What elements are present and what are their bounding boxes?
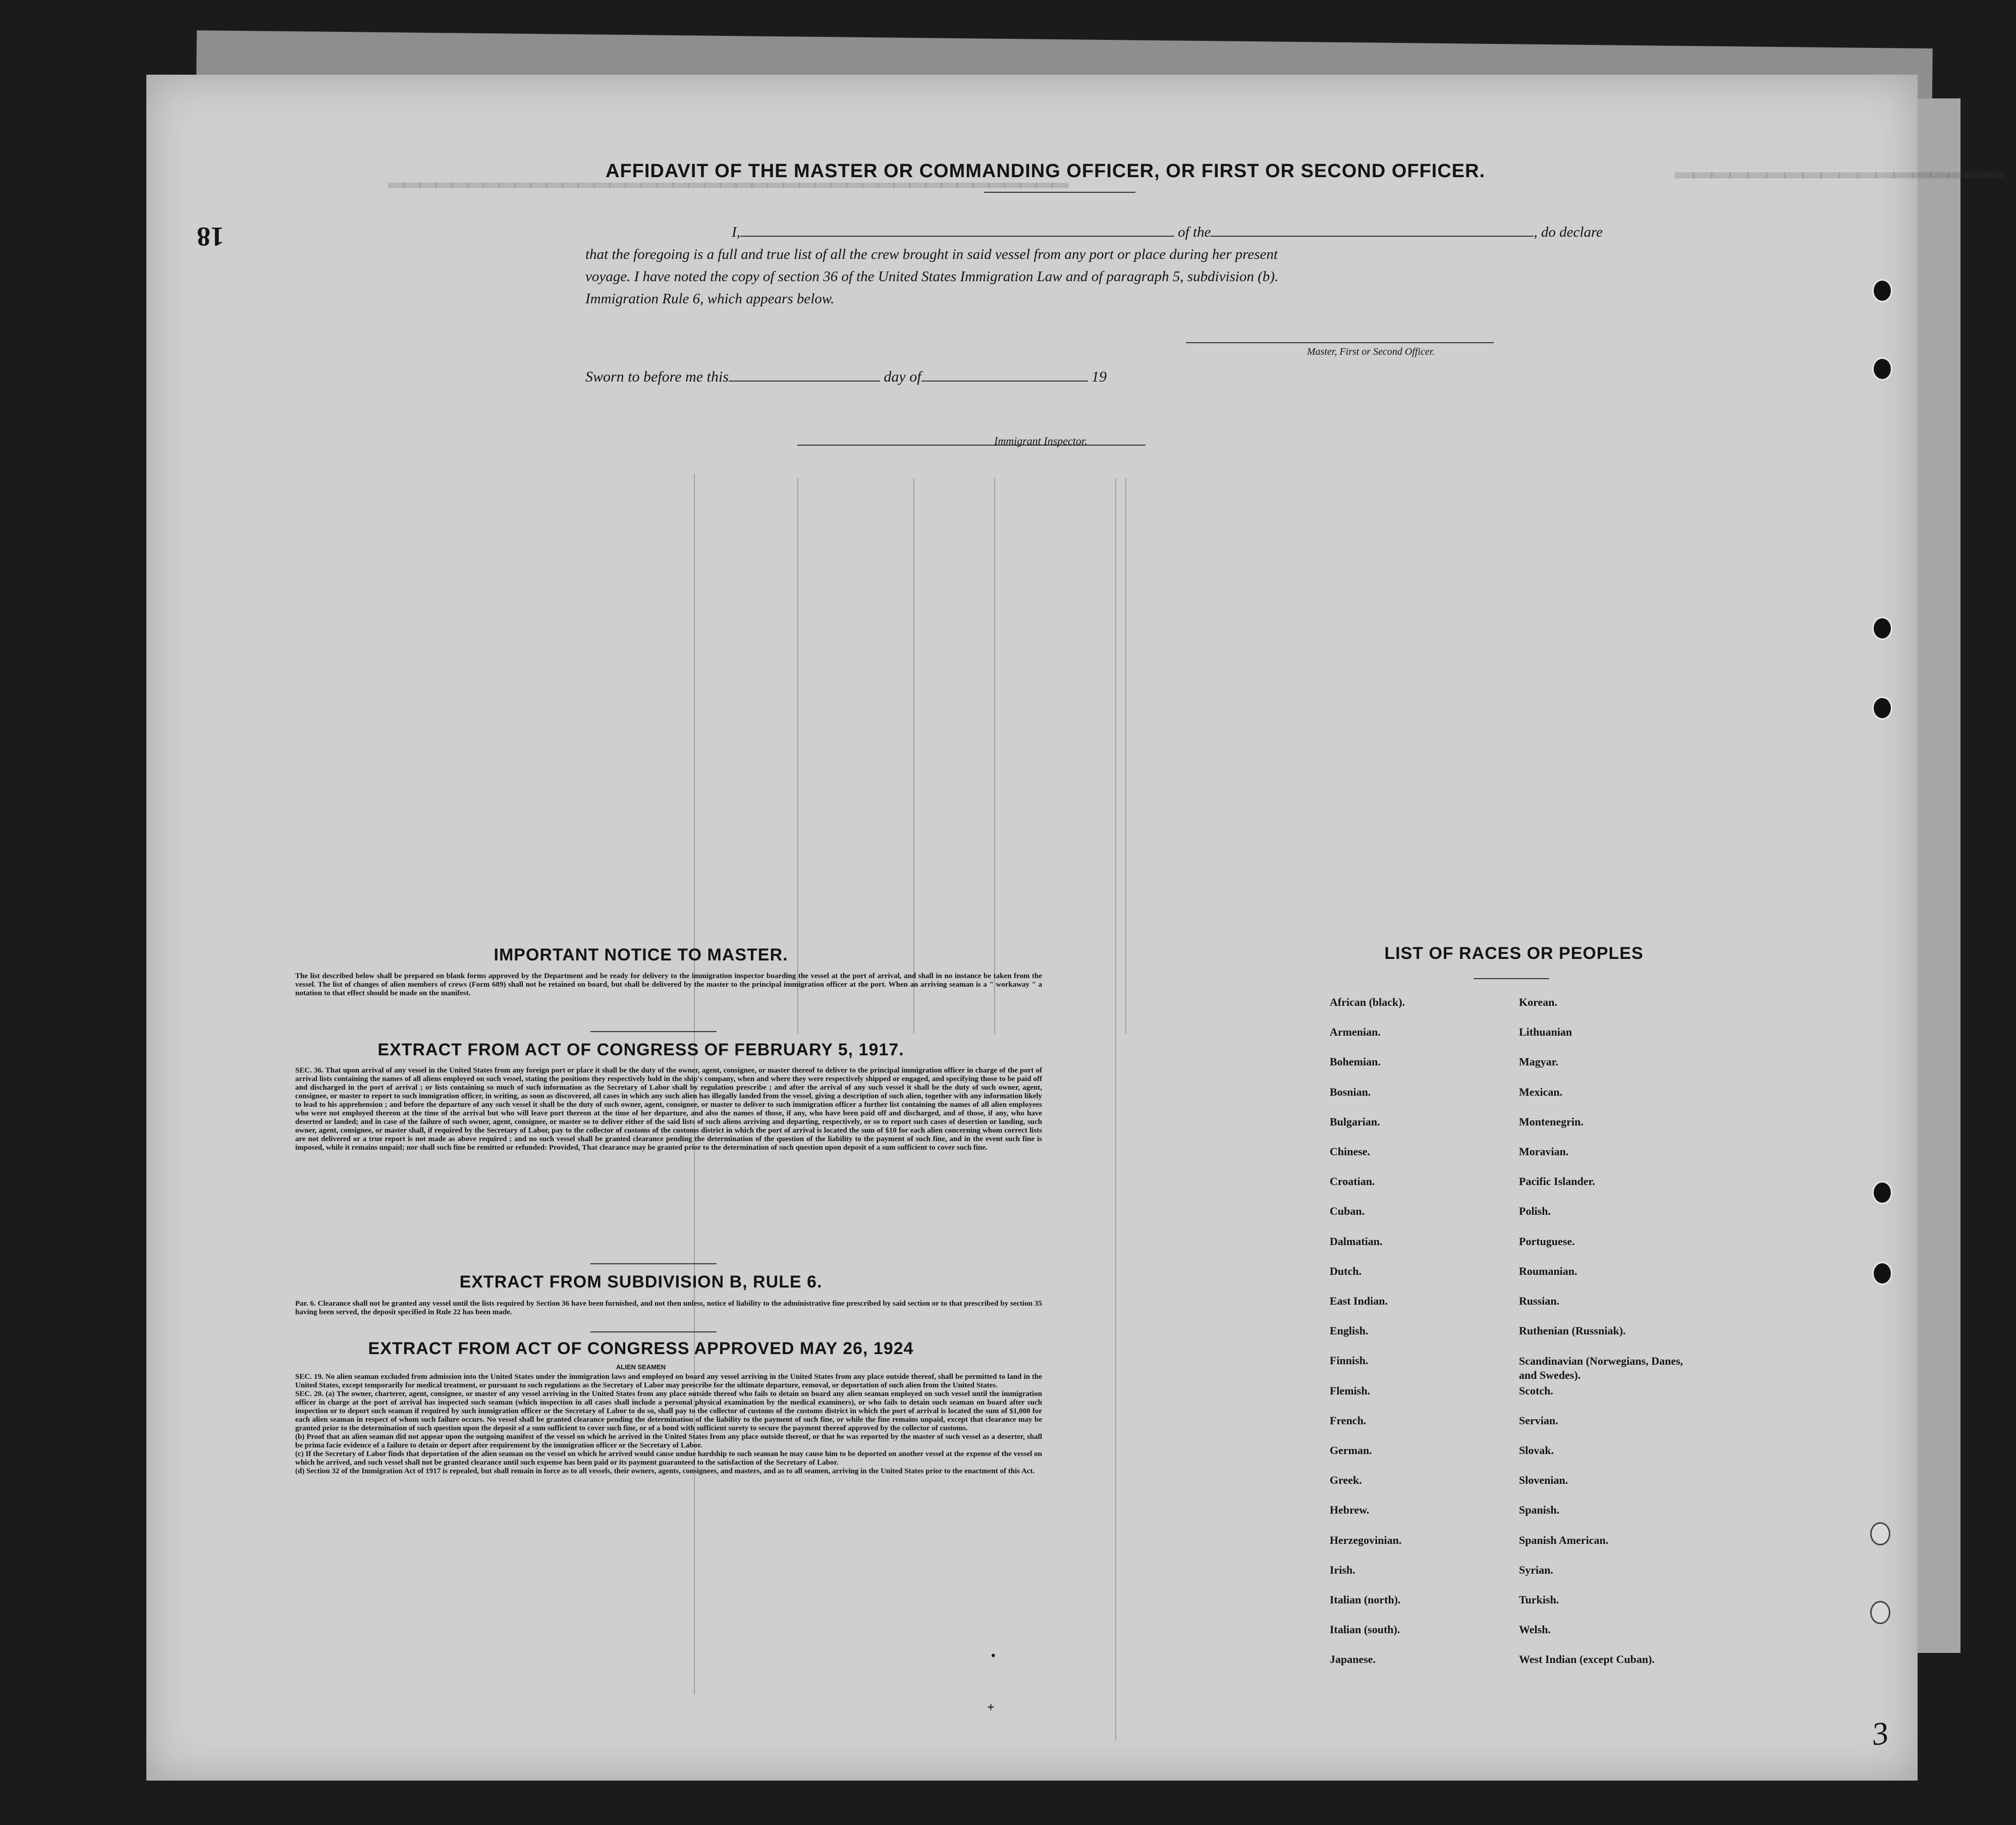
race-item: Bohemian. [1330, 1055, 1381, 1068]
race-item: Magyar. [1519, 1055, 1559, 1068]
extract-rule6-title: EXTRACT FROM SUBDIVISION B, RULE 6. [459, 1272, 823, 1292]
races-divider [1474, 978, 1549, 979]
bleed-through-line [994, 478, 995, 1034]
extract-1924-sec20a: SEC. 20. (a) The owner, charterer, agent, consignee, or master of any vessel arriving in the United States from any place outside thereof who fails to detain on board any alien seaman employed on such vessel until the immigration officer in charge at the port of arrival has inspected such seaman (which inspection in all cases shall include a personal physical examination by the medical examiners), or who fails to detain such seaman on board after such inspection or to deport such seaman if required by such immigration officer or the Secretary of Labor to do so, shall pay to the collector of customs of the customs district in which the port of arrival is located the sum of $1,000 for each alien seaman in respect of whom such failure occurs. No vessel shall be granted clearance pending the determination of the liability to the payment of such fine, or while the fine remains unpaid, except that clearance may be granted prior to the determination of such question upon the deposit of a sum sufficient to cover such fine, or of a bond with sufficient surety to secure the payment thereof approved by the collector of customs. [295, 1390, 1042, 1432]
extract-1924-subtitle: ALIEN SEAMEN [616, 1363, 666, 1371]
race-item: Scandinavian (Norwegians, Danes, and Swedes). [1519, 1355, 1683, 1382]
race-item: Slovenian. [1519, 1474, 1568, 1487]
race-item: Mexican. [1519, 1085, 1563, 1098]
race-item: Dalmatian. [1330, 1234, 1383, 1248]
race-item: Russian. [1519, 1295, 1560, 1307]
race-item: Irish. [1330, 1563, 1355, 1576]
page-number: 3 [1870, 1714, 1891, 1752]
punch-hole [1872, 279, 1892, 302]
punch-hole [1872, 617, 1892, 640]
race-item: Montenegrin. [1519, 1115, 1584, 1128]
extract-1917-title: EXTRACT FROM ACT OF CONGRESS OF FEBRUARY 5, 1917. [377, 1040, 904, 1059]
notice-text: The list described below shall be prepared on blank forms approved by the Department and be ready for delivery to the immigration inspector boarding the vessel at the port of arrival, and shall in no instance be taken from the vessel. The list of changes of alien members of crews (Form 689) shall not be retained on board, but shall be delivered by the master to the principal immigration officer at the port. When an arriving seaman is a " workaway " a notation to that effect should be made on the manifest. [295, 972, 1042, 997]
bleed-through-line [1115, 478, 1116, 1740]
center-mark: • [991, 1649, 996, 1662]
punch-hole [1872, 357, 1892, 381]
bleed-through-mark: ━━━━━━━━━━━━━━━━━━━━━━━━━━━━━━━━━━━━━━━━━━━ [389, 171, 1068, 200]
race-item: Welsh. [1519, 1623, 1551, 1636]
race-item: Italian (south). [1330, 1623, 1400, 1636]
extract-1924-sec20d: (d) Section 32 of the Immigration Act of 1917 is repealed, but shall remain in force as to all vessels, their owners, agents, consignees, and masters, and as to all seamen, arriving in the United States prior to the enactment of this Act. [295, 1467, 1035, 1475]
extract-1924-body [295, 1373, 1042, 1476]
extract-1917-text: SEC. 36. That upon arrival of any vessel in the United States from any foreign port or place it shall be the duty of the owner, agent, consignee, or master thereof to deliver to the principal immigration officer in charge of the port of arrival lists containing the names of all aliens employed on such vessel, stating the positions they respectively hold in the ship's company, when and where they were respectively shipped or engaged, and specifying those to be paid off and discharged in the port of arrival ; or lists containing so much of such information as the Secretary of Labor shall by regulation prescribe ; and after the arrival of any such vessel it shall be the duty of such owner, agent, consignee, or master to report to such immigration officer, in writing, as soon as discovered, all cases in which any such alien has illegally landed from the vessel, giving a description of such alien, together with any information likely to lead to his apprehension ; and before the departure of any such vessel it shall be the duty of such owner, agent, consignee, or master to deliver to such immigration officer a further list containing the names of all alien employees who were not employed thereon at the time of the arrival but who will leave port thereon at the time of her departure, and also the names of those, if any, who have been paid off and discharged, and of those, if any, who have deserted or landed; and in case of the failure of such owner, agent, consignee, or master so to deliver either of the said lists of such aliens arriving and departing, respectively, or so to report such cases of desertion or landing, such owner, agent, consignee, or master shall, if required by the Secretary of Labor, pay to the collector of customs of the customs district in which the port of arrival is located the sum of $10 for each alien concerning whom correct lists are not delivered or a true report is not made as above required ; and no such vessel shall be granted clearance pending the determination of the question of the liability to the payment of such fine, and in the event such fine is imposed, while it remains unpaid; nor shall such fine be remitted or refunded: Provided, That clearance may be granted prior to the determination of such question upon deposit of a sum sufficient to cover such fine. [295, 1066, 1042, 1152]
race-item: Polish. [1519, 1205, 1551, 1218]
month-blank [921, 381, 1088, 382]
center-mark: + [987, 1700, 995, 1714]
day-blank [729, 381, 880, 382]
race-item: Dutch. [1330, 1264, 1361, 1277]
sworn-text: Sworn to before me this [585, 368, 729, 385]
race-item: Slovak. [1519, 1444, 1554, 1457]
extract-1924-sec19: SEC. 19. No alien seaman excluded from admission into the United States under the immigration laws and employed on board any vessel arriving in the United States from any place outside thereof, shall be permitted to land in the United States, except temporarily for medical treatment, or pursuant to such regulations as the Secretary of Labor may prescribe for the ultimate departure, removal, or deportation of such alien from the United States. [295, 1373, 1042, 1389]
race-item: Moravian. [1519, 1145, 1569, 1158]
race-item: Armenian. [1330, 1026, 1381, 1039]
race-item: German. [1330, 1444, 1372, 1457]
race-item: West Indian (except Cuban). [1519, 1653, 1655, 1666]
race-item: English. [1330, 1324, 1369, 1337]
affidavit-body: I, of the , do declare that the foregoing is a full and true list of all the crew brought in said vessel from any port or place during her present voyage. I have noted the copy of section 36 of the United States Immigration Law and of paragraph 5, subdivision (b). Immigration Rule 6, which appears below. [585, 221, 1685, 310]
extract-1924-sec20c: (c) If the Secretary of Labor finds that deportation of the alien seaman on the vessel on which he arrived would cause undue hardship to such seaman he may cause him to be deported on another vessel at the expense of the vessel on which he arrived, and such vessel shall not be granted clearance until such expense has been paid or its payment guaranteed to the satisfaction of the Secretary of Labor. [295, 1450, 1042, 1467]
punch-hole [1872, 1262, 1892, 1285]
section-divider [590, 1031, 717, 1032]
race-item: Herzegovinian. [1330, 1533, 1402, 1546]
title-underline [984, 192, 1135, 193]
race-item: Korean. [1519, 996, 1557, 1008]
vessel-blank [1211, 236, 1534, 237]
race-item: Spanish. [1519, 1504, 1560, 1517]
race-item: Pacific Islander. [1519, 1175, 1595, 1188]
punch-hole [1870, 1601, 1890, 1624]
affidavit-title: AFFIDAVIT OF THE MASTER OR COMMANDING OFFICER, OR FIRST OR SECOND OFFICER. [606, 160, 1486, 182]
race-item: Cuban. [1330, 1205, 1365, 1218]
race-item: Japanese. [1330, 1653, 1376, 1666]
race-item: Bosnian. [1330, 1085, 1371, 1098]
year-text: 19 [1092, 368, 1107, 385]
inspector-caption: Immigrant Inspector. [994, 435, 1087, 447]
affidavit-line-4: Immigration Rule 6, which appears below. [585, 291, 835, 307]
race-item: Flemish. [1330, 1384, 1371, 1397]
margin-handwritten-mark: 18 [197, 222, 224, 252]
race-item: Greek. [1330, 1474, 1362, 1487]
race-item: French. [1330, 1414, 1367, 1427]
day-of-text: day of [884, 368, 921, 385]
affidavit-i: I, [732, 224, 740, 240]
form-page [146, 75, 2004, 1781]
race-item: Chinese. [1330, 1145, 1371, 1158]
race-item: Ruthenian (Russniak). [1519, 1324, 1626, 1337]
race-item: Croatian. [1330, 1175, 1375, 1188]
punch-hole [1872, 1181, 1892, 1204]
race-item: Roumanian. [1519, 1264, 1577, 1277]
punch-hole [1872, 696, 1892, 720]
race-item: Hebrew. [1330, 1504, 1370, 1517]
race-item: Italian (north). [1330, 1593, 1401, 1606]
race-item: Syrian. [1519, 1563, 1553, 1576]
bleed-through-line [1125, 478, 1126, 1034]
race-item: African (black). [1330, 996, 1405, 1008]
race-item: East Indian. [1330, 1295, 1388, 1307]
race-item: Servian. [1519, 1414, 1558, 1427]
punch-hole [1870, 1522, 1890, 1545]
races-title: LIST OF RACES OR PEOPLES [1384, 944, 1644, 963]
affidavit-of-the: of the [1178, 224, 1211, 240]
race-item: Scotch. [1519, 1384, 1553, 1397]
affidavit-line-2: that the foregoing is a full and true list of all the crew brought in said vessel from any port or place during her present [585, 246, 1278, 262]
race-item: Lithuanian [1519, 1026, 1572, 1039]
race-item: Finnish. [1330, 1354, 1369, 1367]
section-divider [590, 1331, 717, 1332]
race-item: Spanish American. [1519, 1533, 1609, 1546]
sworn-line [585, 368, 1107, 386]
affidavit-line-3: voyage. I have noted the copy of section 36 of the United States Immigration Law and of paragraph 5, subdivision (b). [585, 269, 1279, 285]
race-item: Turkish. [1519, 1593, 1559, 1606]
signature-caption: Master, First or Second Officer. [1307, 346, 1435, 357]
race-item: Bulgarian. [1330, 1115, 1380, 1128]
extract-rule6-text: Par. 6. Clearance shall not be granted any vessel until the lists required by Section 36 have been furnished, and not then unless, notice of liability to the administrative fine prescribed by said section or to that prescribed by section 35 having been served, the deposit specified in Rule 22 has been made. [295, 1300, 1042, 1316]
extract-1924-title: EXTRACT FROM ACT OF CONGRESS APPROVED MAY 26, 1924 [368, 1339, 914, 1358]
extract-1924-sec20b: (b) Proof that an alien seaman did not appear upon the outgoing manifest of the vessel on which he arrived in the United States from any place outside thereof, or that he was reported by the master of such vessel as a deserter, shall be prima facie evidence of a failure to detain or deport after requirement by the immigration officer or the Secretary of Labor. [295, 1433, 1042, 1450]
name-blank [740, 236, 1174, 237]
inspector-line [797, 445, 1146, 446]
section-divider [590, 1263, 717, 1264]
bleed-through-mark: ━━━━━━━━━━━━━━━━━━ [1675, 158, 2004, 192]
notice-title: IMPORTANT NOTICE TO MASTER. [494, 945, 788, 964]
signature-line [1186, 342, 1494, 343]
race-item: Portuguese. [1519, 1234, 1575, 1248]
affidavit-do-declare: do declare [1541, 224, 1603, 240]
